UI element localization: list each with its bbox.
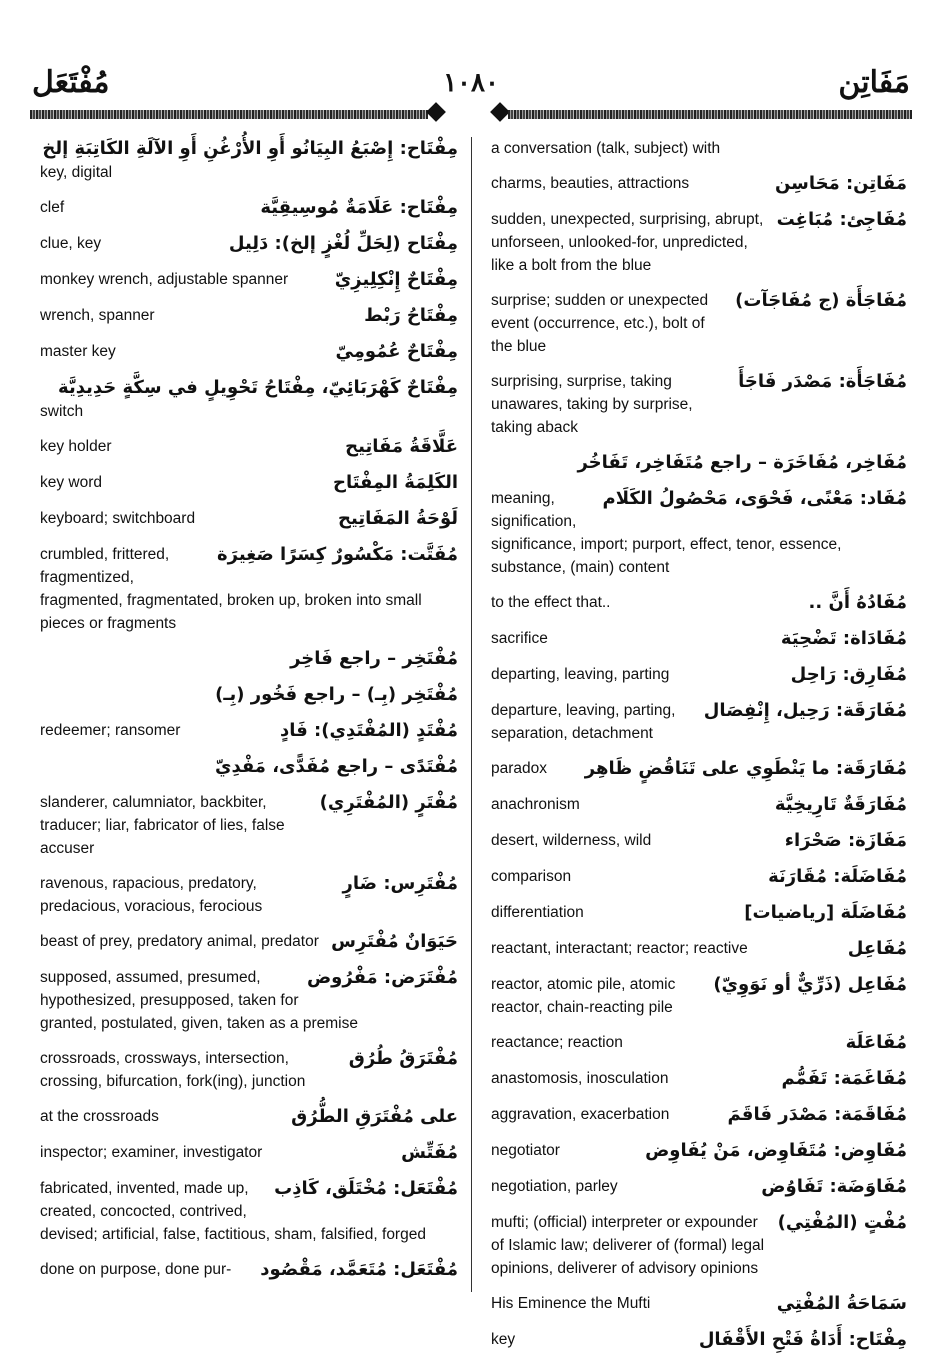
dictionary-entry <box>40 930 458 954</box>
english-definition: mufti; (official) interpreter or expounder of Islamic law; deliverer of (formal) legal opinions, deliverer of advisory opinions <box>491 1214 765 1277</box>
english-definition: inspector; examiner, investigator <box>40 1144 263 1161</box>
dictionary-entry <box>40 791 458 860</box>
arabic-headword: مُفْتَعَل: مُتَعَمَّد، مَقْصُود <box>260 1259 458 1280</box>
arabic-headword: الكَلِمَةُ المِفْتَاح <box>332 472 458 493</box>
dictionary-entry <box>40 1105 458 1129</box>
arabic-headword: مِفْتَاح (لِحَلِّ لُغْزٍ إلخ): دَلِيل <box>228 233 458 254</box>
arabic-headword: عَلَّاقَةُ مَفَاتِيح <box>345 436 458 457</box>
arabic-headword: مِفْتَاحٌ إِنْكِلِيزِيّ <box>334 269 458 290</box>
dictionary-entry <box>491 137 907 160</box>
arabic-headword: مُفَاوَضَة: تَفَاوُض <box>761 1176 907 1197</box>
english-definition: meaning, signification, significance, import; purport, effect, tenor, essence, substance, (main) content <box>491 490 842 576</box>
english-definition: charms, beauties, attractions <box>491 175 690 192</box>
dictionary-entry <box>491 663 907 687</box>
arabic-headword: مُفَاجَأَة (ج مُفَاجَآت) <box>735 290 907 311</box>
english-definition: master key <box>40 343 116 360</box>
dictionary-entry <box>491 289 907 358</box>
dictionary-entry <box>491 370 907 439</box>
dictionary-entry <box>491 865 907 889</box>
dictionary-entry <box>491 1175 907 1199</box>
arabic-headword: مُفَاقَمَة: مَصْدَر فَاقَمَ <box>727 1104 907 1125</box>
english-definition: supposed, assumed, presumed, hypothesized, presupposed, taken for granted, postulated, given, taken as a premise <box>40 969 358 1032</box>
right-headword: مَفَاتِن <box>838 65 910 100</box>
dictionary-entry <box>40 1047 458 1093</box>
english-definition: switch <box>40 403 84 420</box>
english-definition: departing, leaving, parting <box>491 666 670 683</box>
dictionary-entry <box>491 172 907 196</box>
arabic-headword: مُفَاجَأَة: مَصْدَر فَاجَأَ <box>738 371 907 392</box>
arabic-headword: مَفَاتِن: مَحَاسِن <box>774 173 907 194</box>
english-definition: wrench, spanner <box>40 307 155 324</box>
arabic-headword: مُفَتِّش <box>401 1142 458 1163</box>
dictionary-entry <box>491 937 907 961</box>
dictionary-entry <box>491 627 907 651</box>
arabic-headword: مَفَازَة: صَحْرَاء <box>784 830 907 851</box>
arabic-headword: مِفْتَاح: أَدَاةُ فَتْحِ الأَقْفَال <box>698 1329 907 1350</box>
english-definition: reactor, atomic pile, atomic reactor, chain-reacting pile <box>491 976 676 1016</box>
arabic-headword: مُفْتَدًى – راجع مُفَدًّى، مَفْدِيّ <box>214 756 458 777</box>
dictionary-entry <box>491 1067 907 1091</box>
dictionary-entry <box>40 435 458 459</box>
arabic-headword: مِفْتَاحُ رَبْط <box>364 305 458 326</box>
arabic-headword: مُفَارَقَة: رَحِيل، إِنْفِصَال <box>703 700 907 721</box>
dictionary-entry <box>491 757 907 781</box>
english-definition: departure, leaving, parting, separation, detachment <box>491 702 676 742</box>
english-definition: redeemer; ransomer <box>40 722 181 739</box>
english-definition: key <box>491 1331 516 1348</box>
dictionary-entry <box>40 543 458 635</box>
arabic-headword: مُفَاد: مَعْنًى، فَحْوَى، مَحْصُولُ الكَلَام <box>602 488 907 509</box>
dictionary-entry <box>40 340 458 364</box>
english-definition: key, digital <box>40 164 113 181</box>
dictionary-entry <box>491 1103 907 1127</box>
english-definition: negotiation, parley <box>491 1178 618 1195</box>
arabic-headword: مِفْتَاحٌ كَهْرَبَائِيّ، مِفْتَاحُ تَحْوِيلٍ في سِكَّةٍ حَدِيدِيَّة <box>58 377 458 398</box>
arabic-headword: حَيَوَانٌ مُفْتَرِس <box>331 931 458 952</box>
header-rule-right <box>508 110 912 119</box>
arabic-headword: مُفْتَرٍ (المُفْتَرِي) <box>319 792 458 813</box>
english-definition: reactance; reaction <box>491 1034 623 1051</box>
arabic-headword: مُفْتَرِس: ضَارٍ <box>342 873 458 894</box>
english-definition: to the effect that.. <box>491 594 611 611</box>
english-definition: surprise; sudden or unexpected event (occurrence, etc.), bolt of the blue <box>491 292 709 355</box>
dictionary-entry <box>40 304 458 328</box>
english-definition: key holder <box>40 438 112 455</box>
english-definition: crossroads, crossways, intersection, crossing, bifurcation, fork(ing), junction <box>40 1050 306 1090</box>
dictionary-entry <box>40 232 458 256</box>
english-definition: sudden, unexpected, surprising, abrupt, unforseen, unlooked-for, unpredicted, like a bolt from the blue <box>491 211 764 274</box>
english-definition: reactant, interactant; reactor; reactive <box>491 940 748 957</box>
arabic-headword: مُفَاخِر، مُفَاخَرَة – راجع مُتَفَاخِر، تَفَاخُر <box>577 452 907 473</box>
header-rule-left <box>30 110 428 119</box>
dictionary-entry <box>491 451 907 475</box>
english-definition: clef <box>40 199 65 216</box>
arabic-headword: سَمَاحَةُ المُفْتِي <box>776 1293 907 1314</box>
english-definition: slanderer, calumniator, backbiter, traducer; liar, fabricator of lies, false accuser <box>40 794 285 857</box>
dictionary-entry <box>491 208 907 277</box>
english-definition: at the crossroads <box>40 1108 159 1125</box>
arabic-headword: مُفْتَدٍ (المُفْتَدِي): فَادٍ <box>279 720 458 741</box>
arabic-headword: مِفْتَاحٌ عُمُومِيّ <box>335 341 458 362</box>
arabic-headword: لَوْحَةُ المَفَاتِيح <box>338 508 458 529</box>
dictionary-entry <box>491 901 907 925</box>
arabic-headword: مُفَاعِل (ذَرِّيٌّ أو نَوَوِيّ) <box>713 974 907 995</box>
dictionary-entry <box>40 647 458 671</box>
english-definition: aggravation, exacerbation <box>491 1106 670 1123</box>
english-definition: fabricated, invented, made up, created, concocted, contrived, devised; artificial, false, factitious, sham, falsified, forged <box>40 1180 426 1243</box>
arabic-headword: مُفْتَعَل: مُخْتَلَق، كَاذِب <box>274 1178 458 1199</box>
dictionary-entry <box>40 1141 458 1165</box>
dictionary-entry <box>40 683 458 707</box>
dictionary-entry <box>40 1258 458 1282</box>
left-headword: مُفْتَعَل <box>32 65 110 100</box>
page-header <box>30 60 912 120</box>
english-definition: surprising, surprise, taking unawares, taking by surprise, taking aback <box>491 373 693 436</box>
dictionary-entry <box>40 268 458 292</box>
dictionary-entry <box>491 1139 907 1163</box>
arabic-headword: مُفَادُهُ أَنَّ .. <box>808 592 907 613</box>
column-divider <box>471 137 472 1292</box>
right-column <box>491 137 907 1364</box>
dictionary-entry <box>491 793 907 817</box>
english-definition: beast of prey, predatory animal, predator <box>40 933 319 950</box>
dictionary-entry <box>40 1177 458 1246</box>
english-definition: sacrifice <box>491 630 548 647</box>
dictionary-entry <box>491 829 907 853</box>
dictionary-entry <box>491 1031 907 1055</box>
arabic-headword: مُفَاضَلَة: مُقَارَنَة <box>768 866 907 887</box>
arabic-headword: مِفْتَاح: عَلَامَةٌ مُوسِيقِيَّة <box>260 197 458 218</box>
dictionary-entry <box>491 1292 907 1316</box>
arabic-headword: مُفْتٍ (المُفْتِي) <box>777 1212 907 1233</box>
arabic-headword: مُفَادَاة: تَضْحِيَة <box>780 628 907 649</box>
arabic-headword: مُفْتَخِر – راجع فَاخِر <box>290 648 458 669</box>
dictionary-entry <box>40 376 458 423</box>
english-definition: His Eminence the Mufti <box>491 1295 651 1312</box>
english-definition: clue, key <box>40 235 102 252</box>
arabic-headword: مُفَارِق: رَاحِل <box>790 664 907 685</box>
dictionary-entry <box>40 196 458 220</box>
dictionary-entry <box>491 973 907 1019</box>
dictionary-entry <box>491 699 907 745</box>
english-definition: ravenous, rapacious, predatory, predacious, voracious, ferocious <box>40 875 263 915</box>
dictionary-entry <box>491 1328 907 1352</box>
english-definition: comparison <box>491 868 572 885</box>
english-definition: key word <box>40 474 103 491</box>
english-definition: negotiator <box>491 1142 560 1159</box>
english-definition: desert, wilderness, wild <box>491 832 652 849</box>
arabic-headword: مُفَتَّت: مَكْسُورٌ كِسَرًا صَغِيرَة <box>217 544 458 565</box>
arabic-headword: مُفَارَقَة: ما يَنْطَوِي على تَنَاقُضٍ ظَاهِر <box>584 758 907 779</box>
dictionary-entry <box>491 487 907 579</box>
dictionary-entry <box>40 137 458 184</box>
diamond-ornament-icon <box>490 102 510 122</box>
english-definition: monkey wrench, adjustable spanner <box>40 271 289 288</box>
english-definition: keyboard; switchboard <box>40 510 196 527</box>
arabic-headword: مُفَاعَلَة <box>845 1032 907 1053</box>
page-number: ١٠٨٠ <box>443 68 499 98</box>
arabic-headword: مُفَاعِل <box>847 938 907 959</box>
arabic-headword: مُفْتَرَض: مَفْرُوض <box>306 967 458 988</box>
english-definition: crumbled, frittered, fragmentized, fragmented, fragmentated, broken up, broken into small pieces or fragments <box>40 546 422 632</box>
left-column <box>40 137 458 1294</box>
dictionary-entry <box>40 471 458 495</box>
diamond-ornament-icon <box>426 102 446 122</box>
dictionary-entry <box>40 507 458 531</box>
arabic-headword: مُفْتَخِر (بِـ) – راجع فَخُور (بِـ) <box>215 684 458 705</box>
dictionary-entry <box>40 719 458 743</box>
arabic-headword: مُفَارَقَةٌ تَارِيخِيَّة <box>774 794 907 815</box>
english-definition: done on purpose, done pur- <box>40 1261 232 1278</box>
arabic-headword: مُفَاوِض: مُتَفَاوِض، مَنْ يُفَاوِض <box>645 1140 907 1161</box>
arabic-headword: مِفْتَاح: إِصْبَعُ البِيَانُو أَوِ الأُرْغُنِ أَوِ الآلَةِ الكَاتِبَةِ إلخ <box>42 138 458 159</box>
dictionary-entry <box>491 1211 907 1280</box>
dictionary-entry <box>491 591 907 615</box>
arabic-headword: مُفَاجِئ: مُبَاغِت <box>776 209 907 230</box>
english-definition: anachronism <box>491 796 580 813</box>
english-definition: paradox <box>491 760 548 777</box>
dictionary-entry <box>40 966 458 1035</box>
english-definition: anastomosis, inosculation <box>491 1070 669 1087</box>
arabic-headword: على مُفْتَرَقِ الطُّرُق <box>291 1106 458 1127</box>
english-definition: a conversation (talk, subject) with <box>491 140 721 157</box>
arabic-headword: مُفْتَرَقُ طُرُق <box>348 1048 458 1069</box>
arabic-headword: مُفَاضَلَة [رياضيات] <box>744 902 907 923</box>
dictionary-entry <box>40 872 458 918</box>
arabic-headword: مُفَاغَمَة: تَفَمُّم <box>781 1068 907 1089</box>
english-definition: differentiation <box>491 904 584 921</box>
dictionary-entry <box>40 755 458 779</box>
